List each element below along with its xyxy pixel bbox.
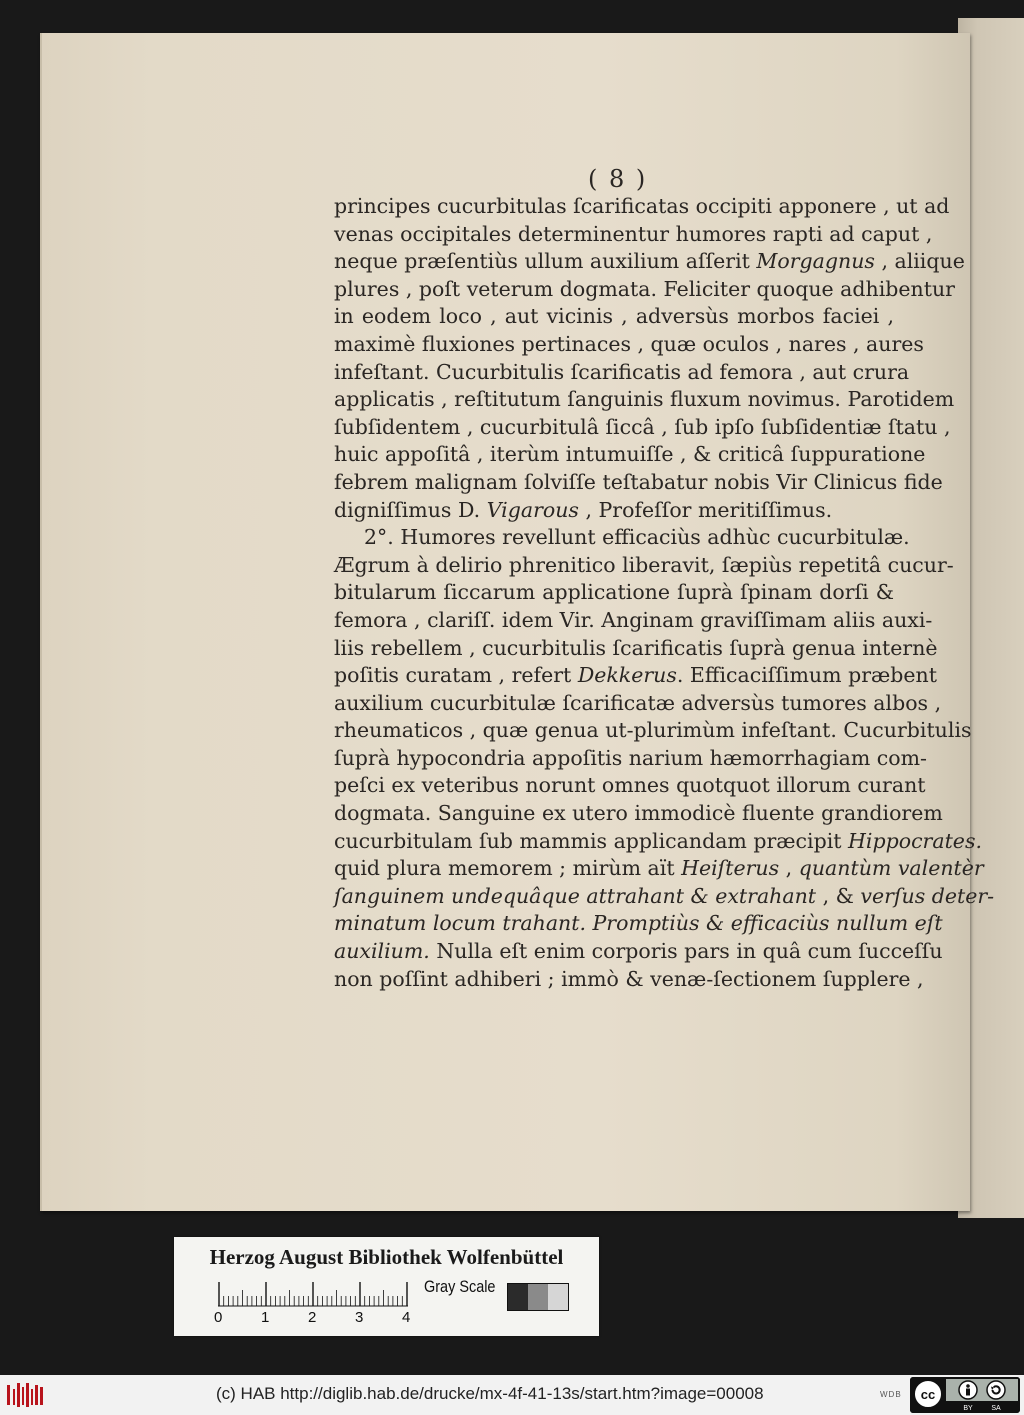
ruler-label: 3 (355, 1309, 364, 1326)
text-line (334, 662, 937, 690)
text-line (334, 800, 943, 828)
text-run: 2°. Humores revellunt efficaciùs adhùc cucurbitulæ. (364, 525, 910, 550)
text-run: , & (816, 883, 861, 908)
italic-run: Dekkerus (577, 663, 677, 688)
text-run: . Efficaciſſimum præbent (676, 663, 937, 688)
text-line (334, 938, 943, 966)
text-line (334, 276, 955, 304)
text-run: non poſſint adhiberi ; immò & venæ-ſectionem ſupplere , (334, 966, 924, 991)
ruler-scale (218, 1281, 408, 1307)
text-run: cucurbitulam ſub mammis applicandam præcipit (334, 828, 849, 853)
text-run: quid plura memorem ; mirùm aït (334, 856, 682, 881)
ruler-labels (214, 1309, 414, 1327)
gray-patch (508, 1284, 528, 1310)
text-run: peſci ex veteribus norunt omnes quotquot illorum curant (334, 773, 926, 798)
text-line (334, 386, 955, 414)
gray-scale-label: Gray Scale (424, 1277, 496, 1296)
italic-run: verſus deter- (860, 883, 995, 908)
footer-citation-link[interactable]: (c) HAB http://diglib.hab.de/drucke/mx-4f-41-13s/start.htm?image=00008 (216, 1384, 764, 1403)
text-line (334, 828, 982, 856)
text-run: , Profeſſor meritiſſimus. (578, 497, 833, 522)
page-text (334, 193, 995, 993)
italic-run: Hippocrates. (848, 828, 982, 853)
wdb-mark: WDB (880, 1390, 902, 1399)
text-run: in eodem loco , aut vicinis , adversùs morbos faciei , (334, 304, 894, 329)
text-line (334, 552, 954, 580)
text-run: principes cucurbitulas ſcarificatas occipiti apponere , ut ad (334, 194, 950, 218)
text-run: neque præſentiùs ullum auxilium aſſerit (334, 249, 757, 274)
ruler-label: 4 (402, 1309, 411, 1326)
text-line (334, 745, 927, 773)
text-run: femora , clariſſ. idem Vir. Anginam graviſſimam aliis auxi- (334, 607, 933, 632)
card-title: Herzog August Bibliothek Wolfenbüttel (209, 1245, 564, 1269)
text-run: digniſſimus D. (334, 497, 487, 522)
text-line (334, 717, 972, 745)
sa-icon (987, 1381, 1005, 1399)
text-run: rheumaticos , quæ genua ut-plurimùm infeſtant. Cucurbitulis (334, 718, 972, 743)
text-line (334, 193, 950, 221)
text-line (334, 331, 924, 359)
text-line (334, 910, 943, 938)
color-reference-card (174, 1237, 599, 1336)
italic-run: Heiſterus (681, 856, 780, 881)
text-line (334, 579, 894, 607)
text-run: , aliique (874, 249, 965, 274)
text-line (334, 414, 951, 442)
license-sa-label: SA (991, 1405, 1001, 1412)
text-run: liis rebellem , cucurbitulis ſcarificatis ſuprà genua internè (334, 635, 938, 660)
ruler-label: 2 (308, 1309, 317, 1326)
by-icon (959, 1381, 977, 1399)
license-by-label: BY (963, 1405, 973, 1412)
hab-logo-icon[interactable] (6, 1381, 46, 1409)
text-line (334, 524, 910, 552)
italic-run: ſanguinem undequâque attrahant & extrahant (334, 883, 817, 908)
text-line (334, 497, 894, 525)
italic-run: quantùm valentèr (798, 856, 984, 881)
text-run: maximè fluxiones pertinaces , quæ oculos , nares , aures (334, 331, 924, 356)
gray-scale-patches (507, 1283, 569, 1311)
text-line (334, 303, 894, 331)
text-run: Nulla eſt enim corporis pars in quâ cum ſucceſſu (429, 939, 943, 964)
text-run: plures , poſt veterum dogmata. Feliciter quoque adhibentur (334, 276, 955, 301)
text-run: ſuprà hypocondria appoſitis narium hæmorrhagiam com- (334, 745, 927, 770)
text-run: Ægrum à delirio phrenitico liberavit, ſæpiùs repetitâ cucur- (334, 552, 954, 577)
text-line (334, 635, 938, 663)
text-line (334, 966, 924, 994)
text-run: venas occipitales determinentur humores rapti ad caput , (334, 221, 933, 246)
ruler-label: 1 (261, 1309, 270, 1326)
text-run: infeſtant. Cucurbitulis ſcarificatis ad femora , aut crura (334, 359, 910, 384)
italic-run: auxilium. (334, 939, 430, 964)
text-line (334, 607, 933, 635)
text-line (334, 855, 984, 883)
cc-icon (914, 1380, 942, 1408)
text-line (334, 221, 933, 249)
text-line (334, 441, 926, 469)
gray-patch (548, 1284, 568, 1310)
page-number: ( 8 ) (588, 165, 648, 193)
text-line (334, 248, 965, 276)
text-line (334, 772, 926, 800)
text-line (334, 690, 942, 718)
text-line (334, 883, 995, 911)
text-line (334, 469, 943, 497)
text-line (334, 359, 910, 387)
gray-patch (528, 1284, 548, 1310)
text-run: bitularum ſiccarum applicatione ſuprà ſpinam dorſi & (334, 580, 894, 605)
text-run: applicatis , reſtitutum ſanguinis fluxum novimus. Parotidem (334, 387, 955, 412)
cc-by-sa-license-badge[interactable] (910, 1377, 1020, 1413)
italic-run: Morgagnus (756, 249, 875, 274)
svg-text:cc: cc (920, 1387, 936, 1402)
italic-run: minatum locum trahant. Promptiùs & efficaciùs nullum eſt (334, 911, 943, 936)
text-run: , (779, 856, 799, 881)
footer-bar (0, 1375, 1024, 1415)
text-run: huic appoſitâ , iterùm intumuiſſe , & criticâ ſuppuratione (334, 442, 926, 467)
text-run: ſubſidentem , cucurbitulâ ſiccâ , ſub ipſo ſubſidentiæ ſtatu , (334, 414, 951, 439)
text-run: poſitis curatam , refert (334, 663, 578, 688)
text-run: dogmata. Sanguine ex utero immodicè fluente grandiorem (334, 801, 943, 826)
ruler-label: 0 (214, 1309, 223, 1326)
text-run: febrem malignam ſolviſſe teſtabatur nobis Vir Clinicus fide (334, 469, 943, 494)
italic-run: Vigarous (486, 497, 579, 522)
text-run: auxilium cucurbitulæ ſcarificatæ adversùs tumores albos , (334, 690, 942, 715)
